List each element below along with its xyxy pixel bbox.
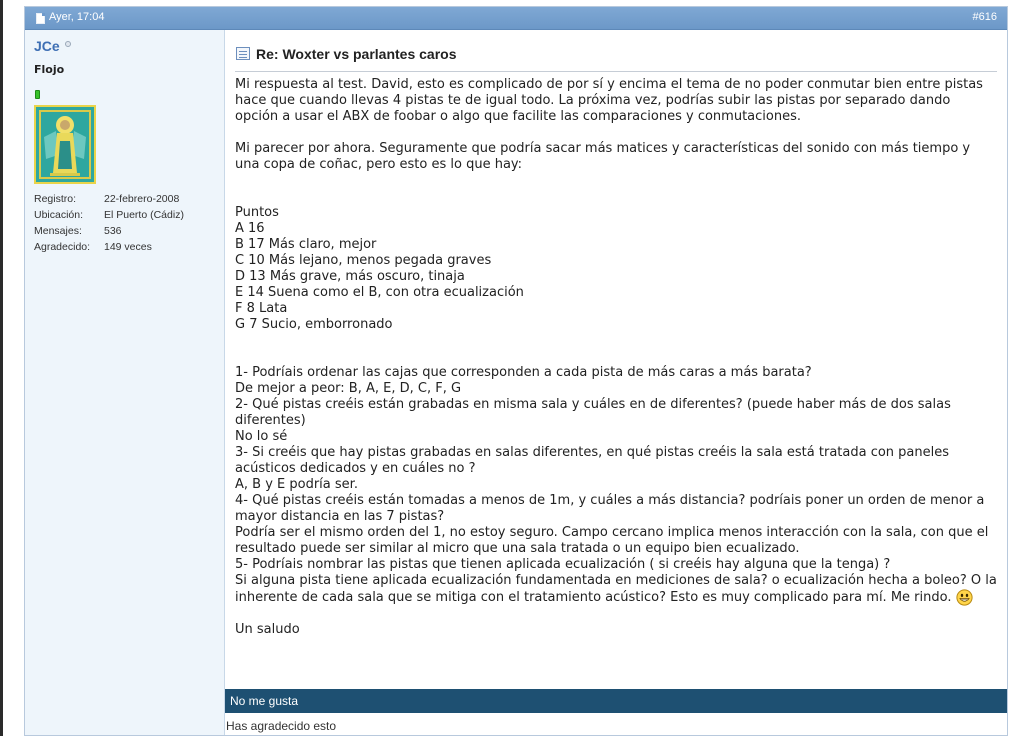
forum-post: [24, 6, 1008, 736]
post-title: Re: Woxter vs parlantes caros: [256, 46, 457, 62]
post-body-text: Mi respuesta al test. David, esto es complicado de por sí y encima el tema de no poder conmutar bien entre pistas hace que cuando llevas 4 pistas te de igual todo. La próxima vez, podrías subir las pistas por separado dando opción a usar el ABX de foobar o algo que facilite las comparaciones y conmutaciones. Mi parecer por ahora. Seguramente que podría sacar más matices y características del sonido con más tiempo y una copa de coñac, pero esto es lo que hay: Puntos A 16 B 17 Más claro, mejor C 10 Más lejano, menos pegada graves D 13 Más grave, más oscuro, tinaja E 14 Suena como el B, con otra ecualización F 8 Lata G 7 Sucio, emborronado 1- Podríais ordenar las cajas que corresponden a cada pista de más caras a más barata? De mejor a peor: B, A, E, D, C, F, G 2- Qué pistas creéis están grabadas en misma sala y cuáles en de diferentes? (puede haber más de dos salas diferentes) No lo sé 3- Si creéis que hay pistas grabadas en salas diferentes, en qué pistas creéis la sala está tratada con paneles acústicos dedicados y en cuáles no ? A, B y E podría ser. 4- Qué pistas creéis están tomadas a menos de 1m, y cuáles a más distancia? podríais poner un orden de menor a mayor distancia en las 7 pistas? Podría ser el mismo orden del 1, no estoy seguro. Campo cercano implica menos interacción con la sala, con que el resultado puede ser similar al micro que una sala tratada o un equipo bien ecualizado. 5- Podríais nombrar las pistas que tienen aplicada ecualización ( si creéis hay alguna que la tenga) ? Si alguna pista tiene aplicada ecualización fundamentada en mediciones de sala? o ecualización hecha a boleo? O la inherente de cada sala que se mitiga con el tratamiento acústico? Esto es muy complicado para mí. Me rindo.: [235, 77, 997, 605]
post-signoff: Un saludo: [235, 622, 300, 637]
post-date-icon: [36, 13, 45, 24]
detail-ubicacion: Ubicación: El Puerto (Cádiz): [34, 209, 184, 221]
user-details: [34, 191, 184, 255]
dislike-label[interactable]: No me gusta: [230, 694, 299, 708]
post-header-bar: [25, 7, 1007, 30]
avatar[interactable]: [34, 105, 96, 184]
detail-mensajes: Mensajes: 536: [34, 225, 122, 237]
post-icon: [236, 47, 250, 60]
post-body: [235, 77, 1000, 638]
post-content: [225, 30, 1007, 735]
post-date: Ayer, 17:04: [49, 11, 105, 23]
title-separator: [235, 71, 997, 72]
offline-status-icon: [65, 41, 71, 47]
user-title: Flojo: [34, 63, 65, 76]
thanks-notice: Has agradecido esto: [226, 719, 337, 733]
reputation-icon: [35, 90, 40, 99]
username-link[interactable]: JCe: [34, 38, 60, 54]
post-number-link[interactable]: #616: [972, 11, 997, 23]
detail-agradecido: Agradecido: 149 veces: [34, 241, 152, 253]
user-info-panel: [25, 30, 225, 735]
detail-registro: Registro: 22-febrero-2008: [34, 193, 180, 205]
grin-smiley-icon: [956, 589, 973, 606]
window-edge: [0, 0, 3, 736]
dislike-bar[interactable]: [225, 689, 1007, 713]
